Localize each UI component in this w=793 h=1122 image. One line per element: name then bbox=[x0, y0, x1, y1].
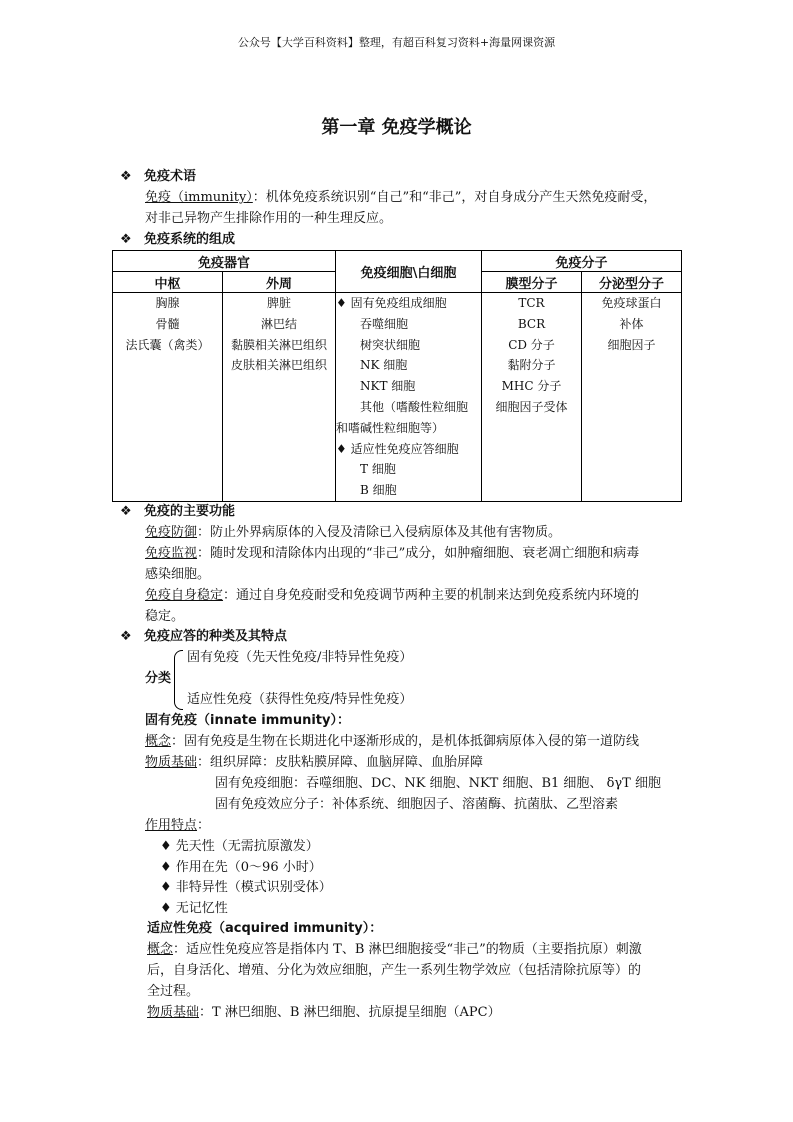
paragraph: 物质基础：T 淋巴细胞、B 淋巴细胞、抗原提呈细胞（APC） bbox=[147, 1005, 501, 1020]
immune-system-table bbox=[112, 250, 682, 502]
header-cell: 免疫器官 bbox=[113, 251, 336, 272]
paragraph: 后，自身活化、增殖、分化为效应细胞，产生一系列生物学效应（包括清除抗原等）的 bbox=[147, 963, 642, 978]
secreted-column: 免疫球蛋白 补体 细胞因子 bbox=[582, 293, 682, 502]
list-item: ♦ 非特异性（模式识别受体） bbox=[160, 880, 332, 895]
classification-label: 分类 bbox=[145, 671, 172, 686]
section-heading: ❖ 免疫应答的种类及其特点 bbox=[120, 629, 288, 644]
header-cell: 中枢 bbox=[113, 272, 223, 293]
header-cell: 免疫分子 bbox=[482, 251, 682, 272]
cells-column: ♦ 固有免疫组成细胞 吞噬细胞 树突状细胞 NK 细胞 NKT 细胞 其他（嗜酸性粒细胞 和嗜碱性粒细胞等） ♦ 适应性免疫应答细胞 T 细胞 B 细胞 bbox=[336, 293, 482, 502]
section-heading: ❖ 免疫的主要功能 bbox=[120, 504, 236, 519]
central-column: 胸腺 骨髓 法氏囊（禽类） bbox=[113, 293, 223, 502]
paragraph: 概念：固有免疫是生物在长期进化中逐渐形成的，是机体抵御病原体入侵的第一道防线 bbox=[145, 734, 640, 749]
paragraph: 免疫自身稳定：通过自身免疫耐受和免疫调节两种主要的机制来达到免疫系统内环境的 bbox=[145, 588, 640, 603]
list-item: ♦ 作用在先（0～96 小时） bbox=[160, 860, 322, 875]
paragraph: 全过程。 bbox=[147, 984, 200, 999]
header-cell: 分泌型分子 bbox=[582, 272, 682, 293]
membrane-column: TCR BCR CD 分子 黏附分子 MHC 分子 细胞因子受体 bbox=[482, 293, 582, 502]
section-heading: ❖ 免疫系统的组成 bbox=[120, 232, 236, 247]
header-cell: 膜型分子 bbox=[482, 272, 582, 293]
classification-item: 适应性免疫（获得性免疫/特异性免疫） bbox=[187, 692, 413, 707]
paragraph: 对非己异物产生排除作用的一种生理反应。 bbox=[145, 211, 393, 226]
page-title: 第一章 免疫学概论 bbox=[321, 117, 472, 138]
list-item: ♦ 先天性（无需抗原激发） bbox=[160, 839, 319, 854]
paragraph: 免疫监视：随时发现和清除体内出现的“非己”成分，如肿瘤细胞、衰老凋亡细胞和病毒 bbox=[145, 546, 640, 561]
header-cell: 外周 bbox=[223, 272, 336, 293]
section-heading: ❖ 免疫术语 bbox=[120, 169, 197, 184]
classification-item: 固有免疫（先天性免疫/非特异性免疫） bbox=[187, 650, 413, 665]
paragraph: 免疫防御：防止外界病原体的入侵及清除已入侵病原体及其他有害物质。 bbox=[145, 525, 562, 540]
peripheral-column: 脾脏 淋巴结 黏膜相关淋巴组织 皮肤相关淋巴组织 bbox=[223, 293, 336, 502]
paragraph: 免疫（immunity）：机体免疫系统识别“自己”和“非己”，对自身成分产生天然免疫耐受， bbox=[145, 190, 657, 205]
subheading: 固有免疫（innate immunity）： bbox=[145, 713, 350, 728]
subheading: 适应性免疫（acquired immunity）： bbox=[147, 921, 383, 936]
paragraph: 感染细胞。 bbox=[145, 567, 211, 582]
paragraph: 概念：适应性免疫应答是指体内 T、B 淋巴细胞接受“非己”的物质（主要指抗原）刺激 bbox=[147, 942, 642, 957]
page-header: 公众号【大学百科资料】整理，有超百科复习资料+海量网课资源 bbox=[237, 36, 556, 49]
list-item: ♦ 无记忆性 bbox=[160, 901, 228, 916]
paragraph: 固有免疫效应分子：补体系统、细胞因子、溶菌酶、抗菌肽、乙型溶素 bbox=[215, 797, 619, 812]
paragraph: 稳定。 bbox=[145, 609, 185, 624]
header-cell: 免疫细胞\白细胞 bbox=[336, 251, 482, 293]
brace-icon bbox=[174, 650, 183, 710]
paragraph: 物质基础：组织屏障：皮肤粘膜屏障、血脑屏障、血胎屏障 bbox=[145, 755, 484, 770]
paragraph: 作用特点： bbox=[145, 818, 211, 833]
paragraph: 固有免疫细胞：吞噬细胞、DC、NK 细胞、NKT 细胞、B1 细胞、 δγT 细胞 bbox=[215, 776, 661, 791]
